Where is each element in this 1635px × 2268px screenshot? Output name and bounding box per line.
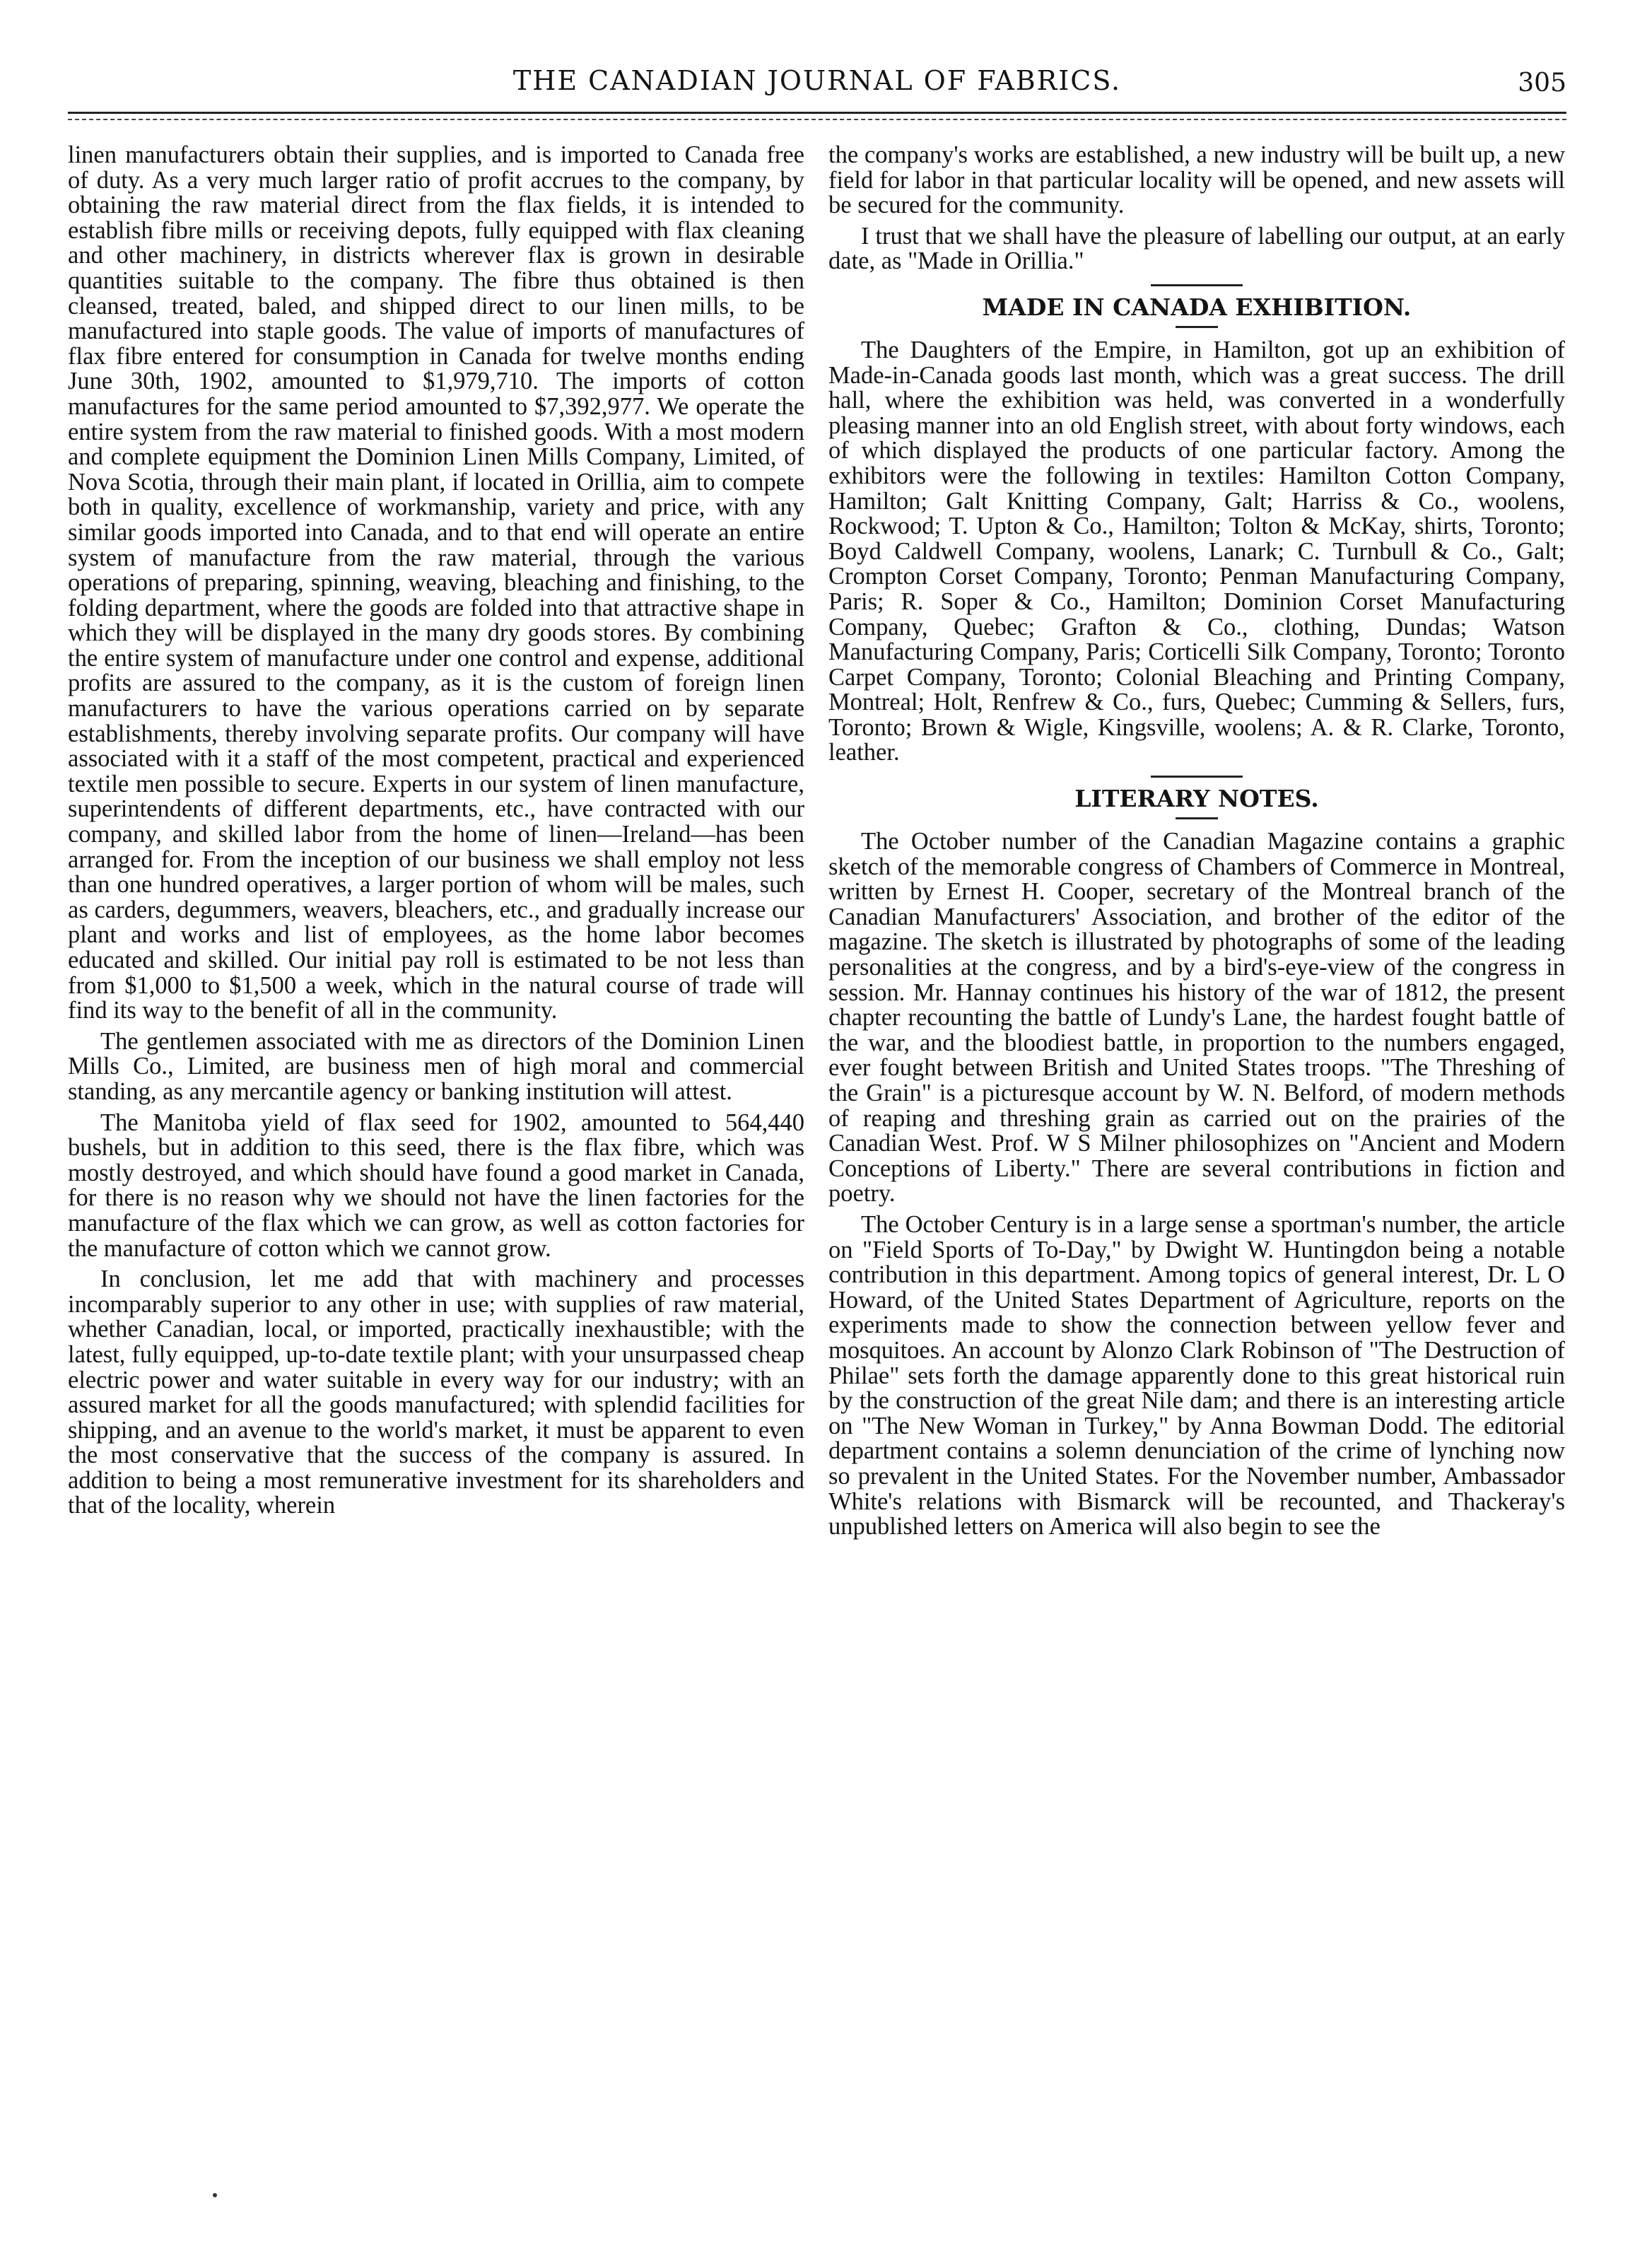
left-column bbox=[68, 143, 804, 1524]
header-rule-dashed bbox=[68, 119, 1566, 120]
paragraph: linen manufacturers obtain their supplies, and is imported to Canada free of duty. As a very much larger ratio of profit accrues to the company, by obtaining the raw material direct from the flax fields, it is intended to establish fibre mills or receiving depots, fully equipped with flax cleaning and other machinery, in districts wherever flax is grown in desirable quantities suitable to the company. The fibre thus obtained is then cleansed, treated, baled, and shipped direct to our linen mills, to be manufactured into staple goods. The value of imports of manufactures of flax fibre entered for consumption in Canada for twelve months ending June 30th, 1902, amounted to $1,979,710. The imports of cotton manufactures for the same period amounted to $7,392,977. We operate the entire system from the raw material to finished goods. With a most modern and complete equipment the Dominion Linen Mills Company, Limited, of Nova Scotia, through their main plant, if located in Orillia, aim to compete both in quality, excellence of workmanship, variety and price, with any similar goods imported into Canada, and to that end will operate an entire system of manufacture from the raw material, through the various operations of preparing, spinning, weaving, bleaching and finishing, to the folding department, where the goods are folded into that attractive shape in which they will be displayed in the many dry goods stores. By combining the entire system of manufacture under one control and expense, additional profits are assured to the company, as it is the custom of foreign linen manufacturers to have the various operations carried on by separate establishments, thereby involving separate profits. Our company will have associated with it a staff of the most competent, practical and experienced textile men possible to secure. Experts in our system of linen manufacture, superintendents of different departments, etc., have contracted with our company, and skilled labor from the home of linen—Ireland—has been arranged for. From the inception of our business we shall employ not less than one hundred operatives, a larger portion of whom will be males, such as carders, degummers, weavers, bleachers, etc., and gradually increase our plant and works and list of employees, as the home labor becomes educated and skilled. Our initial pay roll is estimated to be not less than from $1,000 to $1,500 a week, which in the natural course of trade will find its way to the benefit of all in the community. bbox=[68, 141, 804, 1024]
journal-title: THE CANADIAN JOURNAL OF FABRICS. bbox=[512, 65, 1122, 96]
paragraph: The gentlemen associated with me as directors of the Dominion Linen Mills Co., Limited, are business men of high moral and commercial standing, as any mercantile agency or banking institution will attest. bbox=[68, 1027, 804, 1105]
heading-underline bbox=[1176, 326, 1218, 328]
paragraph: The Daughters of the Empire, in Hamilton, got up an exhibition of Made-in-Canada goods last month, which was a great success. The drill hall, where the exhibition was held, was converted in a wonderfully pleasing manner into an old English street, with about forty windows, each of which displayed the products of one particular factory. Among the exhibitors were the following in textiles: Hamilton Cotton Company, Hamilton; Galt Knitting Company, Galt; Harriss & Co., woolens, Rockwood; T. Upton & Co., Hamilton; Tolton & McKay, shirts, Toronto; Boyd Caldwell Company, woolens, Lanark; C. Turnbull & Co., Galt; Crompton Corset Company, Toronto; Penman Manufacturing Company, Paris; R. Soper & Co., Hamilton; Dominion Corset Manufacturing Company, Quebec; Grafton & Co., clothing, Dundas; Watson Manufacturing Company, Paris; Corticelli Silk Company, Toronto; Toronto Carpet Company, Toronto; Colonial Bleaching and Printing Company, Montreal; Holt, Renfrew & Co., furs, Quebec; Cumming & Sellers, furs, Toronto; Brown & Wigle, Kingsville, woolens; A. & R. Clarke, Toronto, leather. bbox=[828, 336, 1565, 766]
paragraph: The October Century is in a large sense a sportman's number, the article on "Field Sports of To-Day," by Dwight W. Huntingdon being a notable contribution in this department. Among topics of general interest, Dr. L O Howard, of the United States Department of Agriculture, reports on the experiments made to show the connection between yellow fever and mosquitoes. An account by Alonzo Clark Robinson of "The Destruction of Philae" sets forth the damage apparently done to this great historical ruin by the construction of the great Nile dam; and there is an interesting article on "The New Woman in Turkey," by Anna Bowman Dodd. The editorial department contains a solemn denunciation of the crime of lynching now so prevalent in the United States. For the November number, Ambassador White's relations with Bismarck will be recounted, and Thackeray's unpublished letters on America will also begin to see the bbox=[828, 1210, 1565, 1541]
print-speck bbox=[213, 2193, 217, 2197]
section-heading: MADE IN CANADA EXHIBITION. bbox=[982, 293, 1412, 321]
heading-underline bbox=[1176, 817, 1218, 819]
header-rule bbox=[68, 112, 1566, 114]
paragraph: The Manitoba yield of flax seed for 1902, amounted to 564,440 bushels, but in addition to this seed, there is the flax fibre, which was mostly destroyed, and which should have found a good market in Canada, for there is no reason why we should not have the linen factories for the manufacture of the flax which we can grow, as well as cotton factories for the manufacture of cotton which we cannot grow. bbox=[68, 1109, 804, 1262]
page-header bbox=[68, 65, 1566, 105]
section-separator bbox=[1151, 284, 1243, 286]
paragraph: I trust that we shall have the pleasure of labelling our output, at an early date, as "Made in Orillia." bbox=[828, 222, 1565, 275]
paragraph: In conclusion, let me add that with machinery and processes incomparably superior to any other in use; with supplies of raw material, whether Canadian, local, or imported, practically inexhaustible; with the latest, fully equipped, up-to-date textile plant; with your unsurpassed cheap electric power and water suitable in every way for our industry; with an assured market for all the goods manufactured; with splendid facilities for shipping, and an avenue to the world's market, it must be apparent to even the most conservative that the success of the company is assured. In addition to being a most remunerative investment for its shareholders and that of the locality, wherein bbox=[68, 1265, 804, 1519]
section-separator bbox=[1151, 776, 1243, 778]
page-number: 305 bbox=[1518, 69, 1566, 98]
right-column bbox=[828, 143, 1565, 1545]
section-heading: LITERARY NOTES. bbox=[1074, 785, 1319, 813]
paragraph: the company's works are established, a new industry will be built up, a new field for labor in that particular locality will be opened, and new assets will be secured for the community. bbox=[828, 141, 1565, 219]
paragraph: The October number of the Canadian Magazine contains a graphic sketch of the memorable congress of Chambers of Commerce in Montreal, written by Ernest H. Cooper, secretary of the Montreal branch of the Canadian Manufacturers' Association, and brother of the editor of the magazine. The sketch is illustrated by photographs of some of the leading personalities at the congress, and by a bird's-eye-view of the congress in session. Mr. Hannay continues his history of the war of 1812, the present chapter recounting the battle of Lundy's Lane, the hardest fought battle of the war, and the bloodiest battle, in proportion to the numbers engaged, ever fought between British and United States troops. "The Threshing of the Grain" is a picturesque account by W. N. Belford, of modern methods of reaping and threshing grain as carried out on the prairies of the Canadian West. Prof. W S Milner philosophizes on "Ancient and Modern Conceptions of Liberty." There are several contributions in fiction and poetry. bbox=[828, 828, 1565, 1208]
